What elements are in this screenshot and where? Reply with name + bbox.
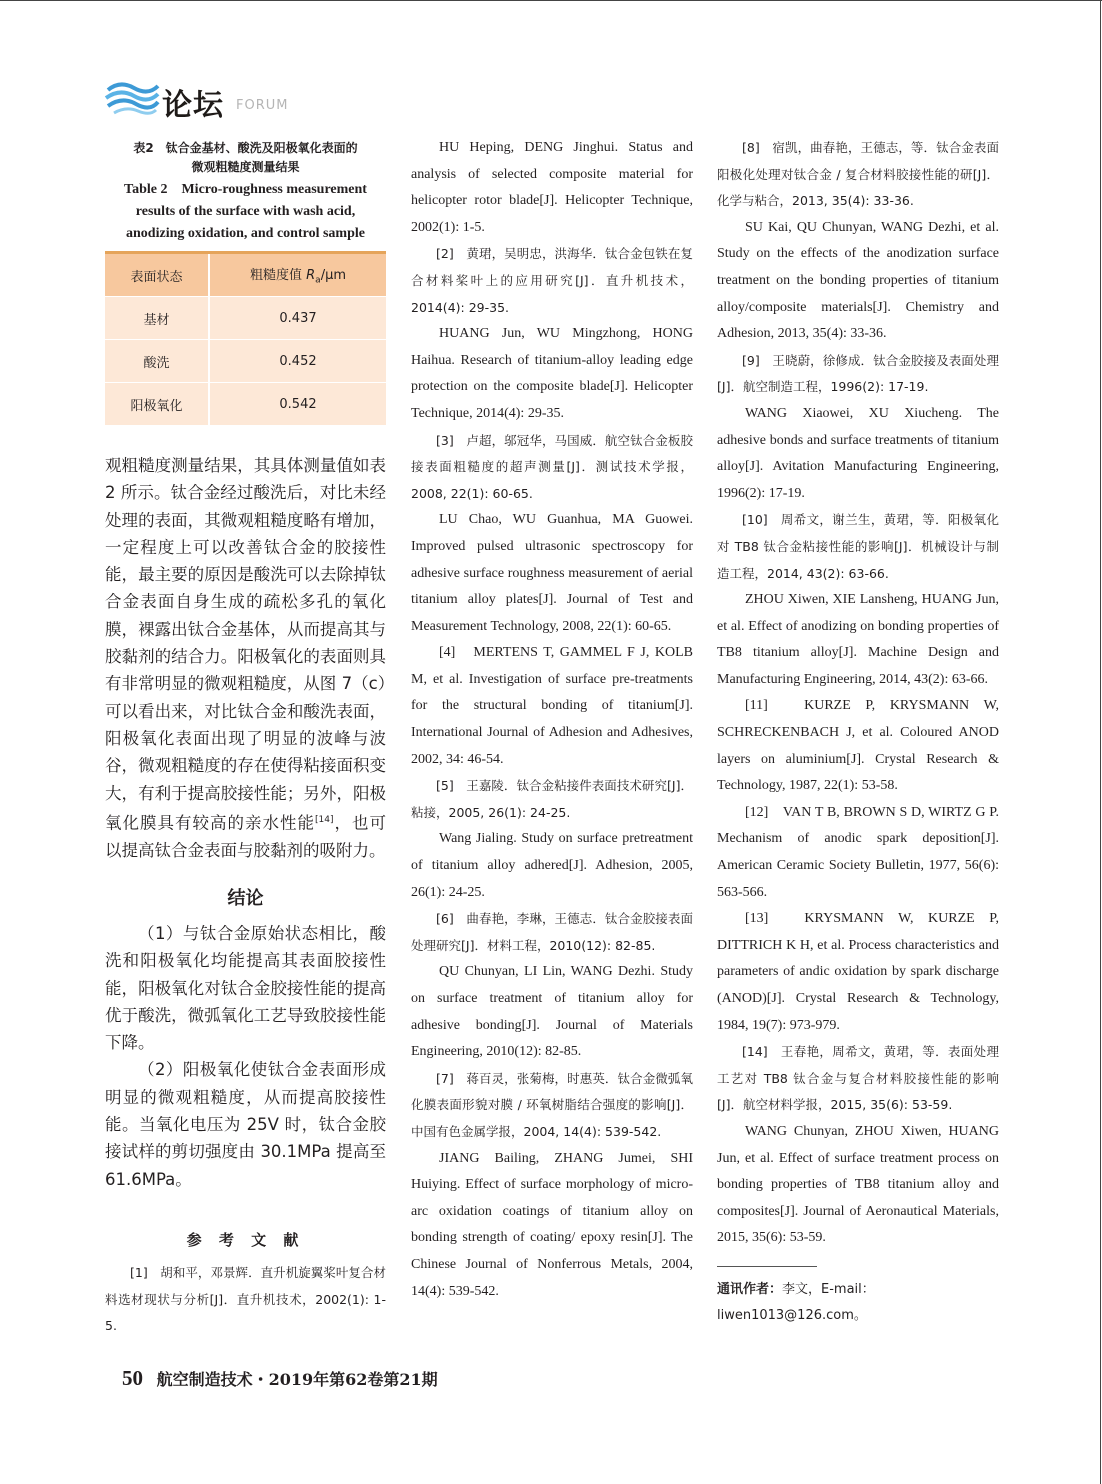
reference-10-en: ZHOU Xiwen, XIE Lansheng, HUANG Jun, et al. Effect of anodizing on bonding properties of TB8 titanium alloy[J]. Machine Design and Manufacturing Engineering, 2014, 43(2): 63-66. — [717, 592, 999, 687]
roughness-unit: /μm — [320, 268, 347, 284]
reference-12-en: [12] VAN T B, BROWN S D, WIRTZ G P. Mechanism of anodic spark deposition[J]. American Ceramic Society Bulletin, 1977, 56(6): 563-566. — [717, 804, 999, 900]
reference-11-en: [11] KURZE P, KRYSMANN W, SCHRECKENBACH J, et al. Coloured ANOD layers on aluminium[J]. Crystal Research & Technology, 1987, 22(1): 53-58. — [717, 698, 999, 794]
body-paragraph-text: 观粗糙度测量结果，其具体测量值如表 2 所示。钛合金经过酸洗后，对比未经处理的表面，其微观粗糙度略有增加，一定程度上可以改善钛合金的胶接性能，最主要的原因是酸洗可以去除掉钛合金表面自身生成的疏松多孔的氧化膜，裸露出钛合金基体，从而提高其与胶黏剂的结合力。阳极氧化的表面则具有非常明显的微观粗糙度，从图 7（c）可以看出来，对比钛合金和酸洗表面，阳极氧化表面出现了明显的波峰与波谷，微观粗糙度的存在使得粘接面积变大，有利于提高胶接性能；另外，阳极氧化膜具有较高的亲水性能 — [105, 456, 386, 833]
corresponding-author-note — [717, 1277, 999, 1329]
reference-5-cn: [5] 王嘉陵．钛合金粘接件表面技术研究[J]．粘接，2005, 26(1): 24-25. — [411, 778, 693, 820]
reference-6-en: QU Chunyan, LI Lin, WANG Dezhi. Study on surface treatment of titanium alloy for adhesive bonding[J]. Journal of Materials Engineering, 2010(12): 82-85. — [411, 964, 693, 1060]
table-cell-state: 阳极氧化 — [105, 383, 209, 426]
table-cell-value: 0.542 — [209, 383, 386, 426]
body-paragraph-end: ，也可以提高钛合金表面与胶黏剂的吸附力。 — [105, 813, 387, 860]
conclusion-point-1: （1）与钛合金原始状态相比，酸洗和阳极氧化均能提高其表面胶接性能，阳极氧化对钛合金胶接性能的提高优于酸洗，微弧氧化工艺导致胶接性能下降。 — [105, 923, 386, 1053]
reference-3-en: LU Chao, WU Guanhua, MA Guowei. Improved pulsed ultrasonic spectroscopy for adhesive surface roughness measurement of aerial titanium alloy plates[J]. Journal of Test and Measurement Technology, 2008, 22(1): 60-65. — [411, 512, 693, 634]
table-cell-value: 0.452 — [209, 340, 386, 383]
right-border-line — [1100, 0, 1101, 1484]
column-2 — [411, 135, 693, 1305]
reference-2-cn: [2] 黄珺，吴明忠，洪海华．钛合金包铁在复合材料桨叶上的应用研究[J]．直升机技术，2014(4): 29-35. — [411, 246, 693, 315]
reference-2-en: HUANG Jun, WU Mingzhong, HONG Haihua. Research of titanium-alloy leading edge protection on the composite blade[J]. Helicopter Technique, 2014(4): 29-35. — [411, 326, 693, 421]
footnote-text: 李文，E-mail：liwen1013@126.com。 — [717, 1281, 875, 1323]
reference-14-en: WANG Chunyan, ZHOU Xiwen, HUANG Jun, et al. Effect of surface treatment process on bonding properties of TB8 titanium alloy and composites[J]. Journal of Aeronautical Materials, 2015, 35(6): 53-59. — [717, 1123, 999, 1246]
reference-10-cn: [10] 周希文，谢兰生，黄珺，等．阳极氧化对 TB8 钛合金粘接性能的影响[J]．机械设计与制造工程，2014, 43(2): 63-66. — [717, 512, 999, 581]
reference-1-cn: [1] 胡和平，邓景辉．直升机旋翼桨叶复合材料选材现状与分析[J]．直升机技术，2002(1): 1-5. — [105, 1264, 386, 1334]
reference-9-en: WANG Xiaowei, XU Xiucheng. The adhesive bonds and surface treatments of titanium alloy[J]. Avitation Manufacturing Engineering, 1996(2): 17-19. — [717, 405, 999, 501]
column-1 — [105, 135, 386, 1340]
table-header-roughness — [209, 254, 386, 297]
reference-1-en: HU Heping, DENG Jinghui. Status and analysis of selected composite material for helicopter rotor blade[J]. Helicopter Technique, 2002(1): 1-5. — [411, 140, 693, 235]
references-heading: 参 考 文 献 — [186, 1230, 305, 1249]
reference-3-cn: [3] 卢超，邬冠华，马国威．航空钛合金板胶接表面粗糙度的超声测量[J]．测试技术学报，2008, 22(1): 60-65. — [411, 432, 693, 501]
table-caption-cn-line2: 微观粗糙度测量结果 — [191, 160, 300, 174]
journal-title: 航空制造技术・2019年第62卷第21期 — [156, 1370, 438, 1389]
table-cell-state: 酸洗 — [105, 340, 209, 383]
conclusion-point-2: （2）阳极氧化使钛合金表面形成明显的微观粗糙度，从而提高胶接性能。当氧化电压为 25V 时，钛合金胶接试样的剪切强度由 30.1MPa 提高至 61.6MPa。 — [105, 1060, 386, 1189]
table-cell-value: 0.437 — [209, 297, 386, 340]
conclusion-heading: 结论 — [227, 887, 264, 909]
reference-9-cn: [9] 王晓蔚，徐修成．钛合金胶接及表面处理[J]．航空制造工程，1996(2): 17-19. — [717, 352, 999, 395]
table-row — [105, 340, 386, 383]
table-row — [105, 297, 386, 340]
table-header-row — [105, 254, 386, 297]
roughness-label: 粗糙度值 — [249, 268, 307, 284]
waves-icon — [104, 78, 160, 116]
table-caption-cn-line1: 表2 钛合金基材、酸洗及阳极氧化表面的 — [133, 141, 358, 155]
table-caption — [105, 139, 386, 245]
masthead — [104, 78, 404, 123]
reference-4-en: [4] MERTENS T, GAMMEL F J, KOLB M, et al. Investigation of surface pre-treatments for the structural bonding of titanium[J]. International Journal of Adhesion and Adhesives, 2002, 34: 46-54. — [411, 645, 693, 767]
table-cell-state: 基材 — [105, 297, 209, 340]
body-paragraph — [105, 452, 386, 864]
footnote-label: 通讯作者： — [717, 1281, 783, 1297]
table-header-state: 表面状态 — [105, 254, 209, 297]
citation-marker: [14] — [315, 814, 334, 825]
page-number: 50 — [122, 1366, 143, 1390]
table-caption-en-line3: anodizing oxidation, and control sample — [126, 226, 365, 241]
reference-14-cn: [14] 王春艳，周希文，黄珺，等．表面处理工艺对 TB8 钛合金与复合材料胶接性能的影响[J]．航空材料学报，2015, 35(6): 53-59. — [717, 1044, 999, 1113]
table-caption-en-line2: results of the surface with wash acid, — [135, 204, 356, 219]
top-border-line — [0, 0, 1102, 1]
table-caption-en-line1: Table 2 Micro-roughness measurement — [124, 182, 367, 197]
reference-5-en: Wang Jialing. Study on surface pretreatment of titanium alloy adhered[J]. Adhesion, 2005, 26(1): 24-25. — [411, 831, 693, 900]
reference-7-cn: [7] 蒋百灵，张菊梅，时惠英．钛合金微弧氧化膜表面形貌对膜 / 环氧树脂结合强度的影响[J]．中国有色金属学报，2004, 14(4): 539-542. — [411, 1070, 693, 1139]
reference-8-en: SU Kai, QU Chunyan, WANG Dezhi, et al. Study on the effects of the anodization surface treatment on the bonding properties of titanium alloy/composite materials[J]. Chemistry and Adhesion, 2013, 35(4): 33-36. — [717, 219, 999, 342]
column-3 — [717, 135, 999, 1329]
roughness-table — [105, 254, 386, 426]
section-logo-forum: FORUM — [236, 98, 289, 113]
roughness-subscript: a — [315, 275, 321, 286]
footnote-rule — [717, 1266, 817, 1267]
reference-13-en: [13] KRYSMANN W, KURZE P, DITTRICH K H, et al. Process characteristics and parameters of andic oxidation by spark discharge (ANOD)[J]. Crystal Research & Technology, 1984, 19(7): 973-979. — [717, 911, 999, 1033]
roughness-symbol: R — [306, 268, 316, 284]
section-logo-text: 论坛 — [162, 88, 224, 123]
page-footer — [122, 1366, 438, 1391]
table-row — [105, 383, 386, 426]
reference-7-en: JIANG Bailing, ZHANG Jumei, SHI Huiying. Effect of surface morphology of micro-arc oxidation coatings of titanium alloy on bonding strength of coating/ epoxy resin[J]. The Chinese Journal of Nonferrous Metals, 2004, 14(4): 539-542. — [411, 1150, 693, 1299]
reference-6-cn: [6] 曲春艳，李琳，王德志．钛合金胶接表面处理研究[J]．材料工程，2010(12): 82-85. — [411, 911, 693, 953]
reference-8-cn: [8] 宿凯，曲春艳，王德志，等．钛合金表面阳极化处理对钛合金 / 复合材料胶接性能的研[J]．化学与粘合，2013, 35(4): 33-36. — [717, 140, 999, 209]
